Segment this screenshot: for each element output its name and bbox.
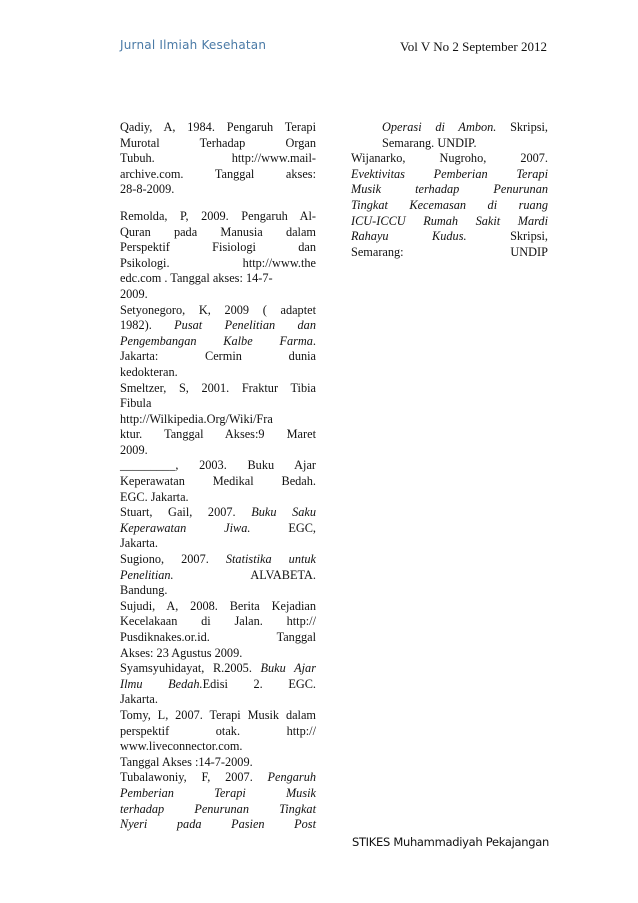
references-left-column: [120, 120, 316, 833]
reference-line: Fibula: [120, 396, 152, 411]
reference-entry: [120, 708, 316, 770]
reference-line: Tubuh. http://www.mail-: [120, 151, 316, 166]
issue-info: Vol V No 2 September 2012: [400, 39, 547, 54]
reference-line: Stuart, Gail, 2007. Buku Saku: [120, 505, 316, 520]
reference-line: _________, 2003. Buku Ajar: [120, 458, 316, 473]
reference-line: Semarang. UNDIP.: [382, 135, 477, 150]
reference-line: EGC. Jakarta.: [120, 489, 189, 504]
reference-entry: [120, 599, 316, 661]
reference-line: Operasi di Ambon. Skripsi,: [382, 120, 548, 134]
reference-line: www.liveconnector.com.: [120, 739, 243, 754]
reference-line: 28-8-2009.: [120, 182, 175, 197]
reference-title: Pengembangan Kalbe Farma: [120, 333, 313, 348]
reference-line: Pemberian Terapi Musik: [120, 785, 316, 800]
reference-entry: [120, 505, 316, 552]
journal-title: Jurnal Ilmiah Kesehatan: [120, 38, 267, 52]
reference-line: Keperawatan Jiwa. EGC,: [120, 520, 317, 535]
reference-line: Sujudi, A, 2008. Berita Kejadian: [120, 598, 316, 613]
reference-line: Smeltzer, S, 2001. Fraktur Tibia: [120, 380, 316, 395]
reference-line: Penelitian. ALVABETA.: [120, 567, 316, 582]
reference-line: Kecelakaan di Jalan. http://: [120, 614, 316, 629]
reference-line: Quran pada Manusia dalam: [120, 224, 316, 239]
reference-line: Wijanarko, Nugroho, 2007.: [351, 151, 548, 166]
reference-title: Pusat Penelitian dan: [174, 318, 316, 333]
reference-line: Jakarta.: [120, 692, 158, 707]
reference-entry: [120, 120, 316, 198]
reference-line: Bandung.: [120, 583, 168, 598]
reference-line: terhadap Penurunan Tingkat: [120, 801, 316, 816]
reference-line: Tingkat Kecemasan di ruang: [351, 197, 548, 212]
reference-line: Semarang: UNDIP: [351, 244, 548, 259]
reference-line: Ilmu Bedah.Edisi 2. EGC.: [120, 676, 316, 691]
reference-entry: [120, 661, 316, 708]
reference-line: Nyeri pada Pasien Post: [120, 817, 316, 832]
reference-entry: [120, 770, 316, 832]
reference-line: Psikologi. http://www.the: [120, 255, 316, 270]
reference-line: Pengembangan Kalbe Farma.: [120, 333, 316, 348]
reference-line: http://Wilkipedia.Org/Wiki/Fra: [120, 411, 273, 426]
reference-line: archive.com. Tanggal akses:: [120, 166, 316, 181]
reference-line: Tomy, L, 2007. Terapi Musik dalam: [120, 707, 316, 722]
reference-text: 1982).: [120, 318, 175, 333]
reference-line: Perspektif Fisiologi dan: [120, 240, 316, 255]
reference-line: ktur. Tanggal Akses:9 Maret: [120, 427, 316, 442]
reference-line: ICU-ICCU Rumah Sakit Mardi: [351, 213, 548, 228]
reference-entry: [120, 458, 316, 505]
reference-line: Musik terhadap Penurunan: [351, 182, 548, 197]
reference-line: Tubalawoniy, F, 2007. Pengaruh: [120, 770, 316, 785]
reference-line: Murotal Terhadap Organ: [120, 135, 316, 150]
footer-institution: STIKES Muhammadiyah Pekajangan: [351, 835, 549, 849]
reference-entry: [351, 151, 548, 260]
reference-line: Pusdiknakes.or.id. Tanggal: [120, 630, 316, 644]
reference-line: Jakarta.: [120, 536, 158, 551]
reference-line: edc.com . Tanggal akses: 14-7-: [120, 271, 273, 286]
reference-line: Syamsyuhidayat, R.2005. Buku Ajar: [120, 661, 316, 676]
reference-entry-continued: [351, 120, 548, 151]
references-right-column: [351, 120, 548, 260]
reference-line: Tanggal Akses :14-7-2009.: [120, 754, 253, 769]
reference-line: 2009.: [120, 286, 148, 301]
reference-line: 2009.: [120, 442, 148, 457]
reference-line: Keperawatan Medikal Bedah.: [120, 474, 316, 489]
reference-line: perspektif otak. http://: [120, 723, 316, 738]
reference-line: Sugiono, 2007. Statistika untuk: [120, 552, 317, 567]
reference-line: Remolda, P, 2009. Pengaruh Al-: [120, 208, 316, 223]
reference-entry: [120, 209, 316, 303]
reference-entry: [120, 381, 316, 459]
reference-line: Evektivitas Pemberian Terapi: [351, 166, 548, 181]
reference-line: Setyonegoro, K, 2009 ( adaptet: [120, 302, 316, 317]
reference-line: Jakarta: Cermin dunia: [120, 349, 316, 364]
reference-line: Qadiy, A, 1984. Pengaruh Terapi: [120, 120, 316, 134]
reference-line: kedokteran.: [120, 364, 178, 379]
reference-line: Akses: 23 Agustus 2009.: [120, 645, 243, 660]
reference-entry: [120, 303, 316, 381]
reference-line: [120, 318, 316, 334]
reference-entry: [120, 552, 316, 599]
reference-line: Rahayu Kudus. Skripsi,: [351, 229, 548, 244]
